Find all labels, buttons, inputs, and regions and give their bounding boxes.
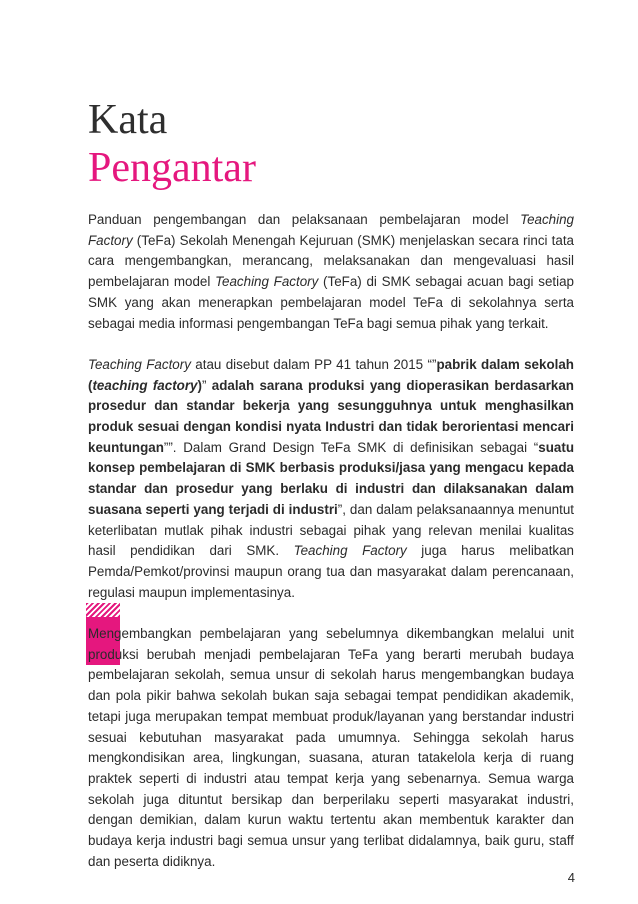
- paragraph-1: [88, 210, 574, 334]
- page-heading: [88, 96, 256, 192]
- text-run: teaching factory: [92, 377, 198, 393]
- text-run: ”, dan dalam pelaksanaannya menuntut keterlibatan mutlak pihak industri sebagai pihak yang relevan menilai kualitas hasil pendidikan dari SMK.: [88, 501, 574, 559]
- text-run: Teaching Factory: [215, 274, 319, 290]
- text-run: suatu konsep pembelajaran di SMK berbasis produksi/jasa yang mengacu kepada standar dan prosedur yang berlaku di industri dan dilaksanakan dalam suasana seperti yang terjadi di industri: [88, 439, 574, 517]
- text-run: juga harus melibatkan Pemda/Pemkot/provinsi maupun orang tua dan masyarakat dalam perencanaan, regulasi maupun implementasinya.: [88, 543, 575, 600]
- text-run: Teaching Factory: [293, 543, 407, 559]
- text-run: Mengembangkan pembelajaran yang sebelumnya dikembangkan melalui unit produksi berubah menjadi pembelajaran TeFa yang berarti merubah budaya pembelajaran sekolah, semua unsur di sekolah harus mengembangkan budaya dan pola pikir bahwa sekolah bukan saja sebagai tempat pendidikan akademik, tetapi juga merupakan tempat membuat produk/layanan yang berstandar industri sesuai kebutuhan masyarakat pada umumnya. Sehingga sekolah harus mengkondisikan area, lingkungan, suasana, aturan tatakelola kerja di ruang praktek seperti di industri atau tempat kerja yang sebenarnya. Semua warga sekolah juga dituntut bersikap dan berperilaku seperti masyarakat industri, dengan demikian, dalam kurun waktu tertentu akan membentuk karakter dan budaya kerja industri bagi semua unsur yang terlibat didalamnya, baik guru, staff dan peserta didiknya.: [88, 626, 574, 869]
- document-body: [88, 210, 574, 872]
- text-run: Teaching Factory: [88, 212, 574, 248]
- text-run: adalah sarana produksi yang dioperasikan berdasarkan prosedur dan standar bekerja yang sesungguhnya untuk menghasilkan produk sesuai dengan kondisi nyata Industri dan tidak berorientasi mencari keuntungan: [88, 377, 574, 455]
- text-run: Panduan pengembangan dan pelaksanaan pembelajaran model: [88, 212, 521, 227]
- paragraph-3: [88, 624, 574, 872]
- text-run: atau disebut dalam PP 41 tahun 2015 “”: [190, 356, 437, 372]
- text-run: Teaching Factory: [88, 356, 191, 372]
- text-run: ): [197, 377, 202, 393]
- text-run: ”: [201, 377, 212, 393]
- paragraph-2: [88, 355, 574, 603]
- page-number: 4: [567, 870, 575, 885]
- text-run: (TeFa) di SMK sebagai acuan bagi setiap SMK yang akan menerapkan pembelajaran model TeFa di sekolahnya serta sebagai media informasi pengembangan TeFa bagi semua pihak yang terkait.: [88, 274, 574, 331]
- text-run: (TeFa) Sekolah Menengah Kejuruan (SMK) menjelaskan secara rinci tata cara mengembangkan, merancang, melaksanakan dan mengevaluasi hasil pembelajaran model: [88, 232, 574, 290]
- heading-line-kata: Kata: [88, 97, 168, 143]
- heading-line-pengantar: Pengantar: [88, 145, 256, 191]
- text-run: pabrik dalam sekolah (: [88, 356, 574, 393]
- text-run: ””. Dalam Grand Design TeFa SMK di definisikan sebagai “: [163, 439, 539, 455]
